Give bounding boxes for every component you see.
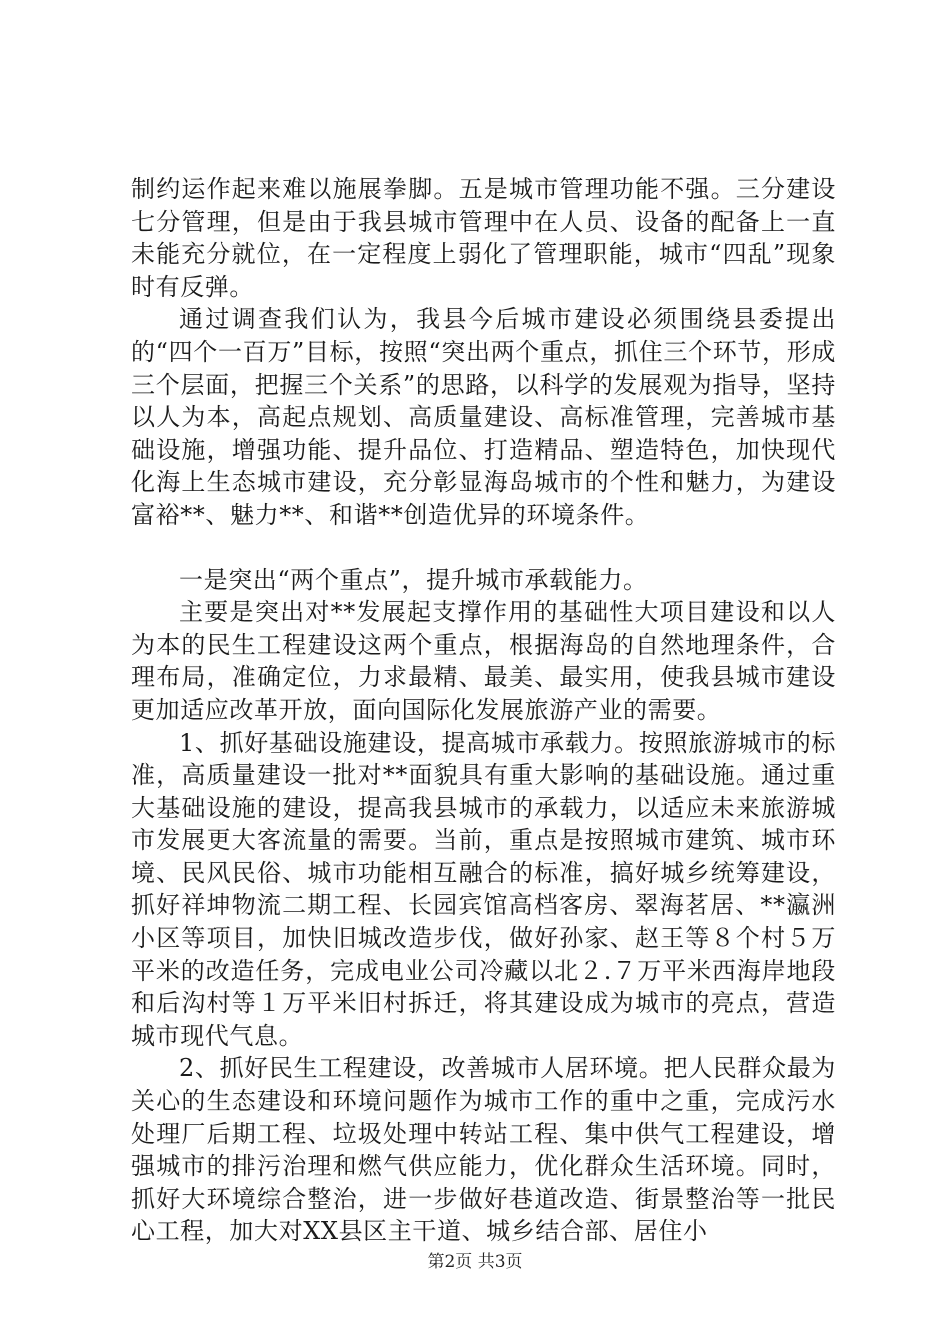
paragraph-5: 2、抓好民生工程建设，改善城市人居环境。把人民群众最为关心的生态建设和环境问题作为城市工作的重中之重，完成污水处理厂后期工程、垃圾处理中转站工程、集中供气工程建设，增强城市的排污治理和燃气供应能力，优化群众生活环境。同时，抓好大环境综合整治，进一步做好巷道改造、街景整治等一批民心工程，加大对XX县区主干道、城乡结合部、居住小 (131, 1054, 836, 1246)
paragraph-3: 主要是突出对**发展起支撑作用的基础性大项目建设和以人为本的民生工程建设这两个重点，根据海岛的自然地理条件，合理布局，准确定位，力求最精、最美、最实用，使我县城市建设更加适应改革开放，面向国际化发展旅游产业的需要。 (131, 598, 836, 724)
page-footer: 第2页 共3页 (427, 1252, 523, 1272)
section-heading: 一是突出“两个重点”，提升城市承载能力。 (179, 565, 648, 594)
paragraph-4: 1、抓好基础设施建设，提高城市承载力。按照旅游城市的标准，高质量建设一批对**面貌具有重大影响的基础设施。通过重大基础设施的建设，提高我县城市的承载力，以适应未来旅游城市发展更大客流量的需要。当前，重点是按照城市建筑、城市环境、民风民俗、城市功能相互融合的标准，搞好城乡统筹建设，抓好祥坤物流二期工程、长园宾馆高档客房、翠海茗居、**瀛洲小区等项目，加快旧城改造步伐，做好孙家、赵王等８个村５万平米的改造任务，完成电业公司冷藏以北２.７万平米西海岸地段和后沟村等１万平米旧村拆迁，将其建设成为城市的亮点，营造城市现代气息。 (131, 728, 836, 1050)
paragraph-2: 通过调查我们认为，我县今后城市建设必须围绕县委提出的“四个一百万”目标，按照“突出两个重点，抓住三个环节，形成三个层面，把握三个关系”的思路，以科学的发展观为指导，坚持以人为本，高起点规划、高质量建设、高标准管理，完善城市基础设施，增强功能、提升品位、打造精品、塑造特色，加快现代化海上生态城市建设，充分彰显海岛城市的个性和魅力，为建设富裕**、魅力**、和谐**创造优异的环境条件。 (131, 305, 836, 529)
paragraph-1: 制约运作起来难以施展拳脚。五是城市管理功能不强。三分建设七分管理，但是由于我县城市管理中在人员、设备的配备上一直未能充分就位，在一定程度上弱化了管理职能，城市“四乱”现象时有反弹。 (131, 175, 836, 301)
document-body (131, 173, 836, 1248)
